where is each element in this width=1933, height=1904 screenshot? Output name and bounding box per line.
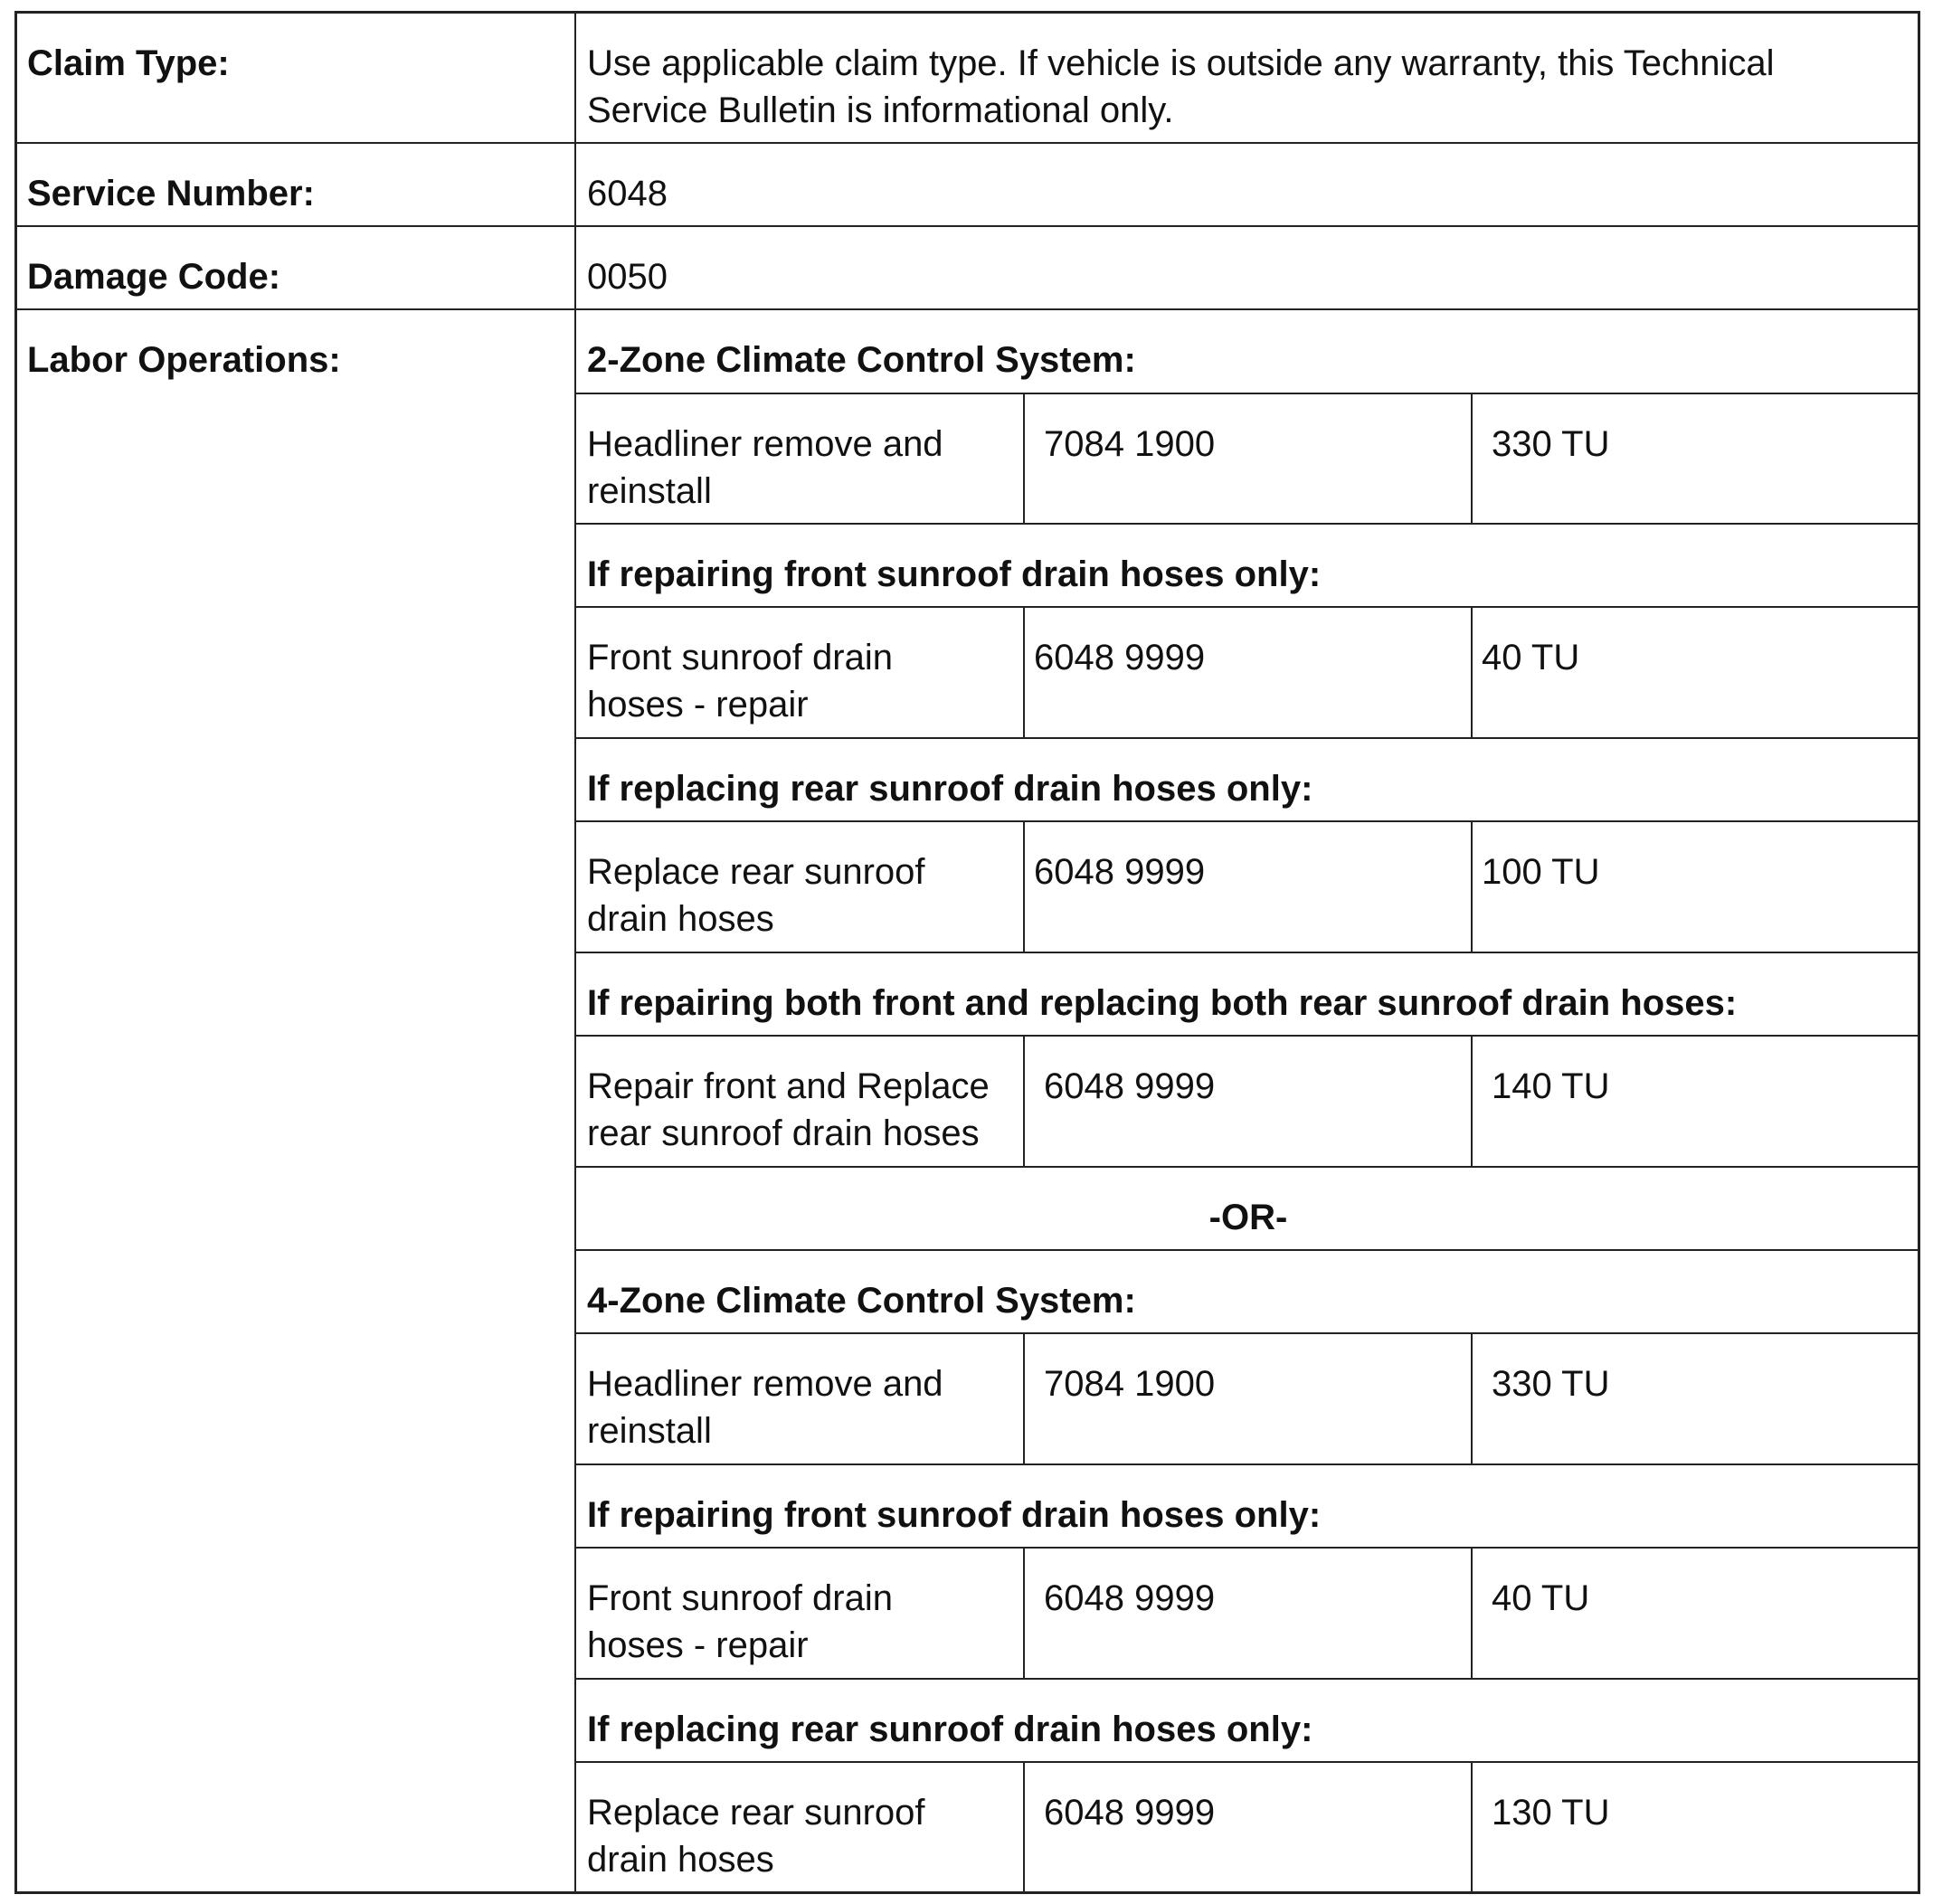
zone2-rear-code: 6048 9999: [1034, 852, 1206, 892]
zone4-front-tu: 40 TU: [1492, 1578, 1590, 1618]
zone4-front-desc-line1: Front sunroof drain: [587, 1578, 893, 1618]
zone2-front-tu: 40 TU: [1482, 638, 1580, 677]
zone2-headliner-desc-line1: Headliner remove and: [587, 424, 943, 464]
row-divider: [574, 1678, 1920, 1680]
service-number-label: Service Number:: [27, 174, 315, 213]
column-divider: [1471, 1761, 1473, 1894]
zone2-both-heading: If repairing both front and replacing both rear sunroof drain hoses:: [587, 983, 1738, 1023]
column-divider: [1023, 393, 1025, 523]
column-divider: [1023, 1332, 1025, 1464]
zone2-headliner-tu: 330 TU: [1492, 424, 1610, 464]
zone2-front-desc-line2: hoses - repair: [587, 685, 809, 725]
row-divider: [14, 225, 1920, 227]
zone2-rear-desc-line1: Replace rear sunroof: [587, 852, 925, 892]
column-divider: [1023, 1035, 1025, 1166]
or-separator: -OR-: [1208, 1198, 1288, 1237]
column-divider: [1023, 1761, 1025, 1894]
row-divider: [14, 142, 1920, 144]
column-divider: [1023, 1547, 1025, 1678]
zone2-rear-desc-line2: drain hoses: [587, 899, 774, 939]
row-divider: [574, 1332, 1920, 1334]
zone2-both-code: 6048 9999: [1044, 1066, 1216, 1106]
zone2-headliner-code: 7084 1900: [1044, 424, 1216, 464]
claim-type-value-line2: Service Bulletin is informational only.: [587, 90, 1174, 130]
row-divider: [574, 737, 1920, 739]
row-divider: [574, 523, 1920, 525]
zone2-both-desc-line1: Repair front and Replace: [587, 1066, 990, 1106]
zone4-rear-code: 6048 9999: [1044, 1793, 1216, 1833]
row-divider: [574, 820, 1920, 822]
column-divider: [1471, 606, 1473, 737]
row-divider: [574, 952, 1920, 953]
row-divider: [574, 1761, 1920, 1763]
column-divider: [1023, 820, 1025, 952]
row-divider: [574, 393, 1920, 394]
column-divider: [1471, 820, 1473, 952]
zone4-rear-heading: If replacing rear sunroof drain hoses only:: [587, 1710, 1313, 1749]
column-divider: [1471, 393, 1473, 523]
zone4-rear-desc-line2: drain hoses: [587, 1840, 774, 1880]
column-divider: [1471, 1035, 1473, 1166]
zone2-rear-heading: If replacing rear sunroof drain hoses only:: [587, 769, 1313, 809]
row-divider: [574, 1547, 1920, 1549]
column-divider: [1471, 1332, 1473, 1464]
zone2-both-tu: 140 TU: [1492, 1066, 1610, 1106]
claim-type-label: Claim Type:: [27, 43, 230, 83]
zone2-headliner-desc-line2: reinstall: [587, 471, 712, 511]
row-divider: [574, 1249, 1920, 1251]
zone4-rear-tu: 130 TU: [1492, 1793, 1610, 1833]
zone2-front-heading: If repairing front sunroof drain hoses only:: [587, 554, 1322, 594]
damage-code-value: 0050: [587, 257, 668, 297]
row-divider: [574, 1166, 1920, 1168]
row-divider: [574, 606, 1920, 608]
row-divider: [14, 308, 1920, 310]
zone4-heading: 4-Zone Climate Control System:: [587, 1281, 1136, 1321]
zone2-rear-tu: 100 TU: [1482, 852, 1600, 892]
row-divider: [574, 1035, 1920, 1037]
zone2-front-code: 6048 9999: [1034, 638, 1206, 677]
column-divider: [1471, 1547, 1473, 1678]
zone2-front-desc-line1: Front sunroof drain: [587, 638, 893, 677]
service-number-value: 6048: [587, 174, 668, 213]
zone2-both-desc-line2: rear sunroof drain hoses: [587, 1113, 980, 1153]
claim-type-value-line1: Use applicable claim type. If vehicle is outside any warranty, this Technical: [587, 43, 1775, 83]
zone2-heading: 2-Zone Climate Control System:: [587, 340, 1136, 380]
damage-code-label: Damage Code:: [27, 257, 281, 297]
zone4-headliner-code: 7084 1900: [1044, 1364, 1216, 1404]
column-divider: [1023, 606, 1025, 737]
zone4-headliner-desc-line2: reinstall: [587, 1411, 712, 1451]
labor-operations-label: Labor Operations:: [27, 340, 341, 380]
row-divider: [574, 1464, 1920, 1465]
zone4-front-code: 6048 9999: [1044, 1578, 1216, 1618]
zone4-headliner-tu: 330 TU: [1492, 1364, 1610, 1404]
zone4-front-heading: If repairing front sunroof drain hoses only:: [587, 1495, 1322, 1535]
zone4-front-desc-line2: hoses - repair: [587, 1625, 809, 1665]
zone4-headliner-desc-line1: Headliner remove and: [587, 1364, 943, 1404]
zone4-rear-desc-line1: Replace rear sunroof: [587, 1793, 925, 1833]
